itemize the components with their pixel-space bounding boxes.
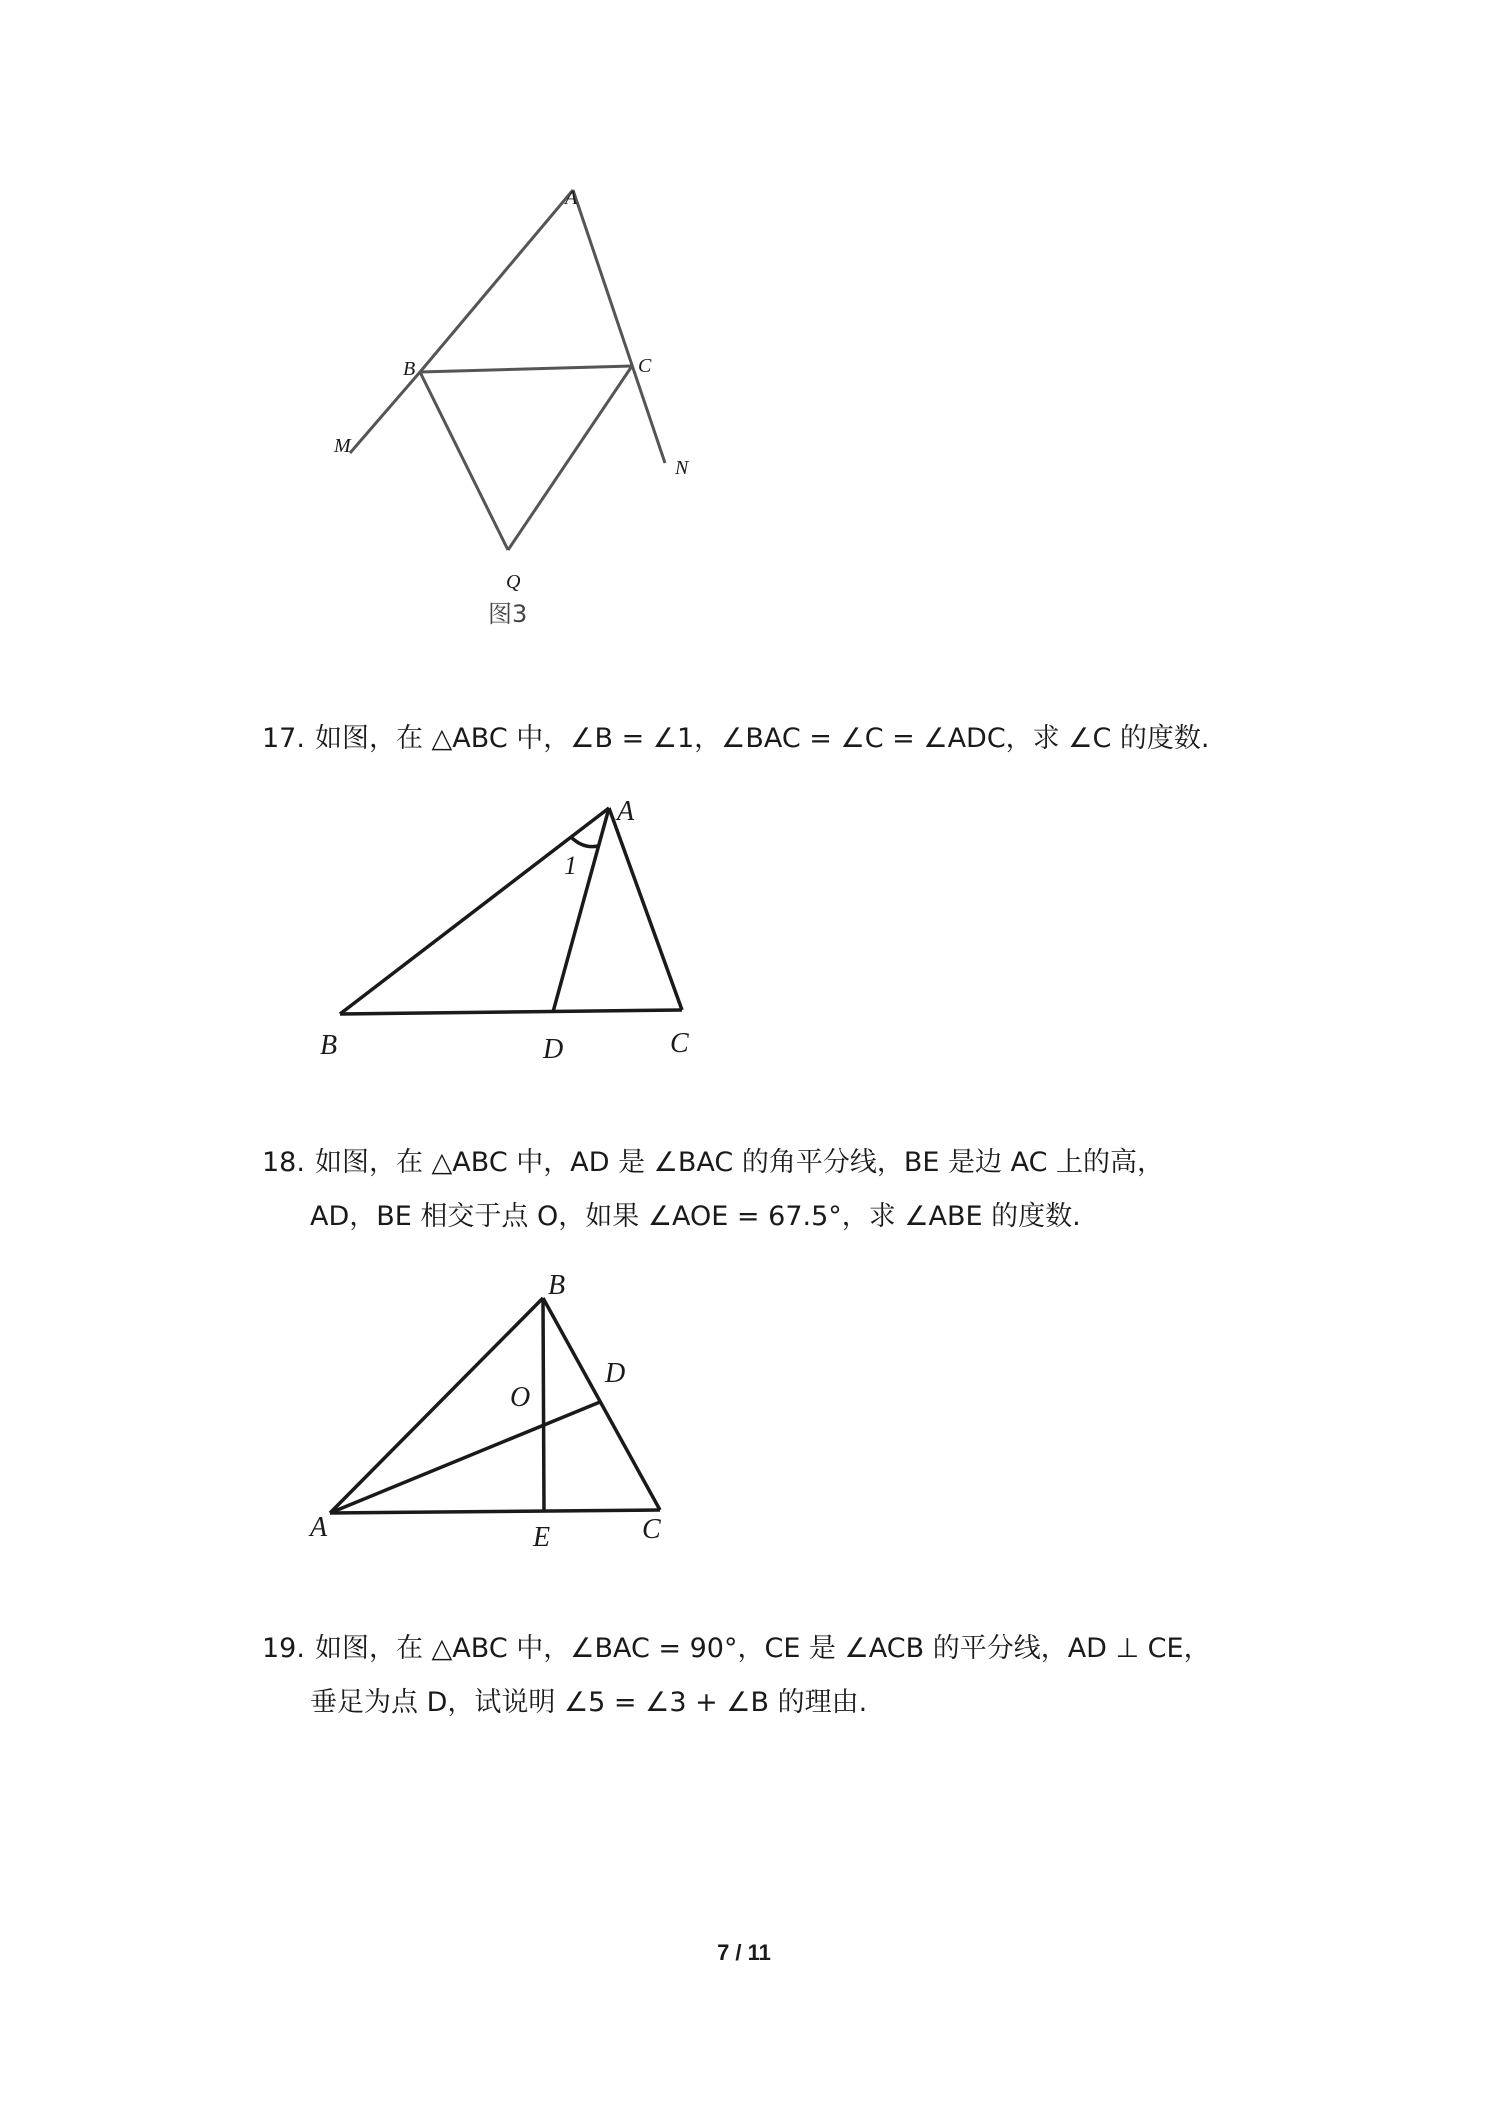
label-d: D [605,1358,626,1389]
problem-18-line-2: AD，BE 相交于点 O，如果 ∠AOE = 67.5°，求 ∠ABE 的度数. [310,1201,1081,1232]
problem-number: 17. [262,723,305,754]
label-o: O [510,1382,531,1413]
problem-18-line-1 [262,1136,1282,1190]
problem-number: 18. [262,1147,305,1178]
ray-acn [573,190,665,463]
segment-bc [420,366,632,372]
page-number: 7 / 11 [717,1940,771,1965]
ray-bm [350,372,420,453]
problem-17 [262,712,1282,766]
problem-19 [262,1622,1282,1730]
label-a: A [565,187,578,209]
segment-ac [609,808,682,1010]
figure-18-diagram [300,1260,700,1560]
label-b: B [403,358,416,380]
segment-ad [553,808,609,1012]
segment-bc [543,1298,660,1510]
problem-text: 如图，在 △ABC 中，∠BAC = 90°，CE 是 ∠ACB 的平分线，AD ⊥ CE， [314,1633,1211,1664]
problem-number: 19. [262,1633,305,1664]
problem-text: 如图，在 △ABC 中，∠B = ∠1，∠BAC = ∠C = ∠ADC，求 ∠C 的度数. [314,723,1210,754]
problem-18 [262,1136,1282,1244]
figure-18 [300,1260,700,1560]
label-d: D [543,1034,564,1065]
problem-17-line-1 [262,712,1282,766]
segment-ab [340,808,609,1014]
label-e: E [533,1522,551,1553]
segment-ac [330,1510,660,1513]
segment-be [543,1298,544,1512]
label-b: B [548,1270,566,1301]
label-c: C [670,1028,689,1059]
label-m: M [334,435,351,457]
label-q: Q [506,571,521,593]
segment-ab [420,190,573,372]
label-c: C [642,1514,661,1545]
figure-3-caption: 图3 [488,600,528,628]
segment-ad [330,1402,600,1513]
segment-cq [508,366,632,550]
angle-1-label: 1 [564,851,577,880]
label-a: A [617,796,635,827]
label-a: A [310,1512,328,1543]
figure-3 [320,170,740,650]
problem-19-line-1 [262,1622,1282,1676]
problem-19-line-2: 垂足为点 D，试说明 ∠5 = ∠3 + ∠B 的理由. [310,1687,868,1718]
label-n: N [675,457,689,479]
figure-3-diagram [320,170,740,650]
segment-bq [420,372,508,550]
segment-bc [340,1010,682,1014]
label-b: B [320,1030,338,1061]
figure-17 [300,786,720,1066]
problem-text: 如图，在 △ABC 中，AD 是 ∠BAC 的角平分线，BE 是边 AC 上的高， [314,1147,1165,1178]
angle-1-arc [571,837,598,847]
figure-17-diagram [300,786,720,1066]
label-c: C [638,355,652,377]
